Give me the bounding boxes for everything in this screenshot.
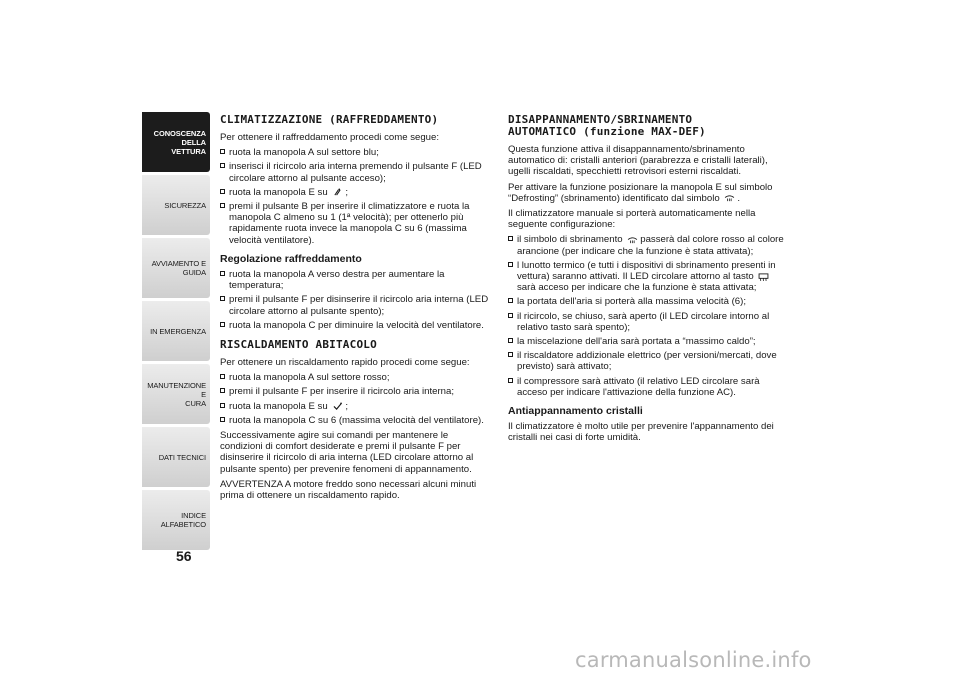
vent-feet-icon — [332, 402, 343, 410]
section-sidebar — [142, 112, 210, 553]
list-item — [220, 401, 492, 412]
list-item-text: ruota la manopola C su 6 (massima velocità del ventilatore). — [229, 414, 484, 426]
paragraph: Il climatizzatore manuale si porterà automaticamente nella seguente configurazione: — [508, 208, 756, 231]
tab-label: DATI TECNICI — [158, 452, 206, 462]
warning-paragraph: AVVERTENZA A motore freddo sono necessari alcuni minuti prima di ottenere un riscaldamento rapido. — [220, 478, 477, 502]
list-item-text: ruota la manopola C per diminuire la velocità del ventilatore. — [229, 319, 484, 331]
list-item-text: ruota la manopola E su — [229, 186, 328, 198]
tab-label: SICUREZZA — [164, 200, 206, 210]
heading-line: DISAPPANNAMENTO/SBRINAMENTO — [508, 113, 693, 126]
vent-face-icon — [332, 188, 343, 196]
list-max-def — [508, 234, 788, 398]
list-item-text: ruota la manopola A sul settore blu; — [229, 147, 379, 159]
heading-climatizzazione: CLIMATIZZAZIONE (RAFFREDDAMENTO) — [220, 113, 439, 126]
punctuation: ; — [345, 186, 349, 198]
list-item — [508, 336, 788, 347]
punctuation: ; — [345, 400, 349, 412]
heading-disappannamento — [508, 114, 788, 138]
list-item — [220, 161, 492, 183]
defrost-icon — [724, 194, 735, 202]
list-item-text: premi il pulsante F per disinserire il ricircolo aria interna (LED circolare attorno al pulsante spento); — [229, 294, 489, 317]
list-item — [508, 260, 788, 294]
list-regolazione — [220, 269, 492, 331]
list-item-text: la portata dell'aria si porterà alla massima velocità (6); — [517, 296, 746, 308]
list-item-text: inserisci il ricircolo aria interna premendo il pulsante F (LED circolare attorno al pulsante acceso); — [229, 161, 482, 184]
heading-riscaldamento: RISCALDAMENTO ABITACOLO — [220, 338, 377, 352]
list-item — [508, 350, 788, 372]
paragraph — [508, 182, 788, 204]
list-item-text: il riscaldatore addizionale elettrico (per versioni/mercati, dove previsto) sarà attivato; — [517, 350, 777, 373]
heading-regolazione: Regolazione raffreddamento — [220, 252, 362, 265]
watermark: carmanualsonline.info — [575, 648, 812, 672]
defrost-icon — [627, 236, 638, 244]
tab-label: IN EMERGENZA — [150, 326, 206, 336]
list-item — [508, 376, 788, 398]
list-riscaldamento — [220, 372, 492, 426]
tab-label: CONOSCENZA DELLA VETTURA — [153, 128, 206, 156]
paragraph: Per ottenere un riscaldamento rapido procedi come segue: — [220, 357, 470, 369]
paragraph: Il climatizzatore è molto utile per prevenire l'appannamento dei cristalli nei casi di forte umidità. — [508, 421, 774, 444]
list-item — [508, 234, 788, 256]
list-item-text: il ricircolo, se chiuso, sarà aperto (il LED circolare intorno al relativo tasto sarà spento); — [517, 310, 770, 333]
page-number: 56 — [176, 548, 192, 564]
tab-label: MANUTENZIONE E CURA — [147, 380, 206, 408]
list-item-text: l lunotto termico (e tutti i dispositivi di sbrinamento presenti in vettura) saranno attivati. Il LED circolare attorno al tasto — [517, 259, 776, 283]
rear-defrost-icon — [758, 273, 769, 281]
tab-dati-tecnici[interactable] — [142, 427, 210, 487]
list-item-text: ruota la manopola A sul settore rosso; — [229, 372, 390, 384]
list-item-text: premi il pulsante B per inserire il climatizzatore e ruota la manopola C almeno su 1 (1ª velocità); per ottenerlo più rapidamente ruota invece la manopola C su 6 (massima velocità ventilatore). — [229, 201, 470, 246]
list-item — [220, 147, 492, 158]
paragraph: Successivamente agire sui comandi per mantenere le condizioni di comfort desiderate e premi il pulsante F per disinserire il ricircolo di aria interna (LED circolare attorno al pulsante spento) per prevenire fenomeni di appannamento. — [220, 430, 474, 475]
tab-label: INDICE ALFABETICO — [160, 511, 206, 529]
heading-line: AUTOMATICO — [508, 125, 577, 138]
list-item-text: premi il pulsante F per inserire il ricircolo aria interna; — [229, 386, 455, 398]
list-item-text: ruota la manopola E su — [229, 400, 328, 412]
tab-label: AVVIAMENTO E GUIDA — [151, 259, 206, 277]
list-item — [220, 372, 492, 383]
list-item-text: passerà dal colore rosso al colore arancione (per indicare che la funzione è stata attivata); — [517, 234, 784, 257]
list-item — [220, 269, 492, 291]
list-item-text: sarà acceso per indicare che la funzione è stata attivata; — [517, 282, 757, 294]
paragraph: Per ottenere il raffreddamento procedi come segue: — [220, 132, 440, 143]
list-item — [508, 296, 788, 307]
left-column — [220, 114, 492, 505]
tab-conoscenza-della-vettura[interactable] — [142, 112, 210, 172]
paragraph-text: Per attivare la funzione posizionare la manopola E sul simbolo “Defrosting” (sbrinamento) identificato dal simbolo — [508, 181, 773, 204]
tab-avviamento-e-guida[interactable] — [142, 238, 210, 298]
list-item — [220, 187, 492, 198]
paragraph: Questa funzione attiva il disappannamento/sbrinamento automatico di: cristalli anteriori (parabrezza e cristalli laterali), ugelli riscaldati, specchietti retrovisori esterni riscaldati. — [508, 144, 768, 178]
tab-in-emergenza[interactable] — [142, 301, 210, 361]
list-item — [220, 294, 492, 316]
list-item — [220, 386, 492, 397]
list-item — [220, 415, 492, 426]
list-item — [220, 201, 492, 246]
tab-sicurezza[interactable] — [142, 175, 210, 235]
list-item-text: il simbolo di sbrinamento — [517, 234, 623, 246]
heading-line: (funzione MAX-DEF) — [583, 125, 706, 138]
list-item-text: ruota la manopola A verso destra per aumentare la temperatura; — [229, 269, 445, 292]
right-column — [508, 114, 788, 448]
list-item — [508, 311, 788, 333]
list-item-text: la miscelazione dell'aria sarà portata a “massimo caldo”; — [517, 336, 756, 348]
heading-antiappannamento: Antiappannamento cristalli — [508, 405, 643, 418]
tab-indice-alfabetico[interactable] — [142, 490, 210, 550]
tab-manutenzione-e-cura[interactable] — [142, 364, 210, 424]
list-item — [220, 320, 492, 331]
list-item-text: il compressore sarà attivato (il relativo LED circolare sarà acceso per indicare l'attivazione della funzione AC). — [517, 375, 760, 398]
list-raffreddamento — [220, 147, 492, 246]
punctuation: . — [737, 192, 741, 204]
